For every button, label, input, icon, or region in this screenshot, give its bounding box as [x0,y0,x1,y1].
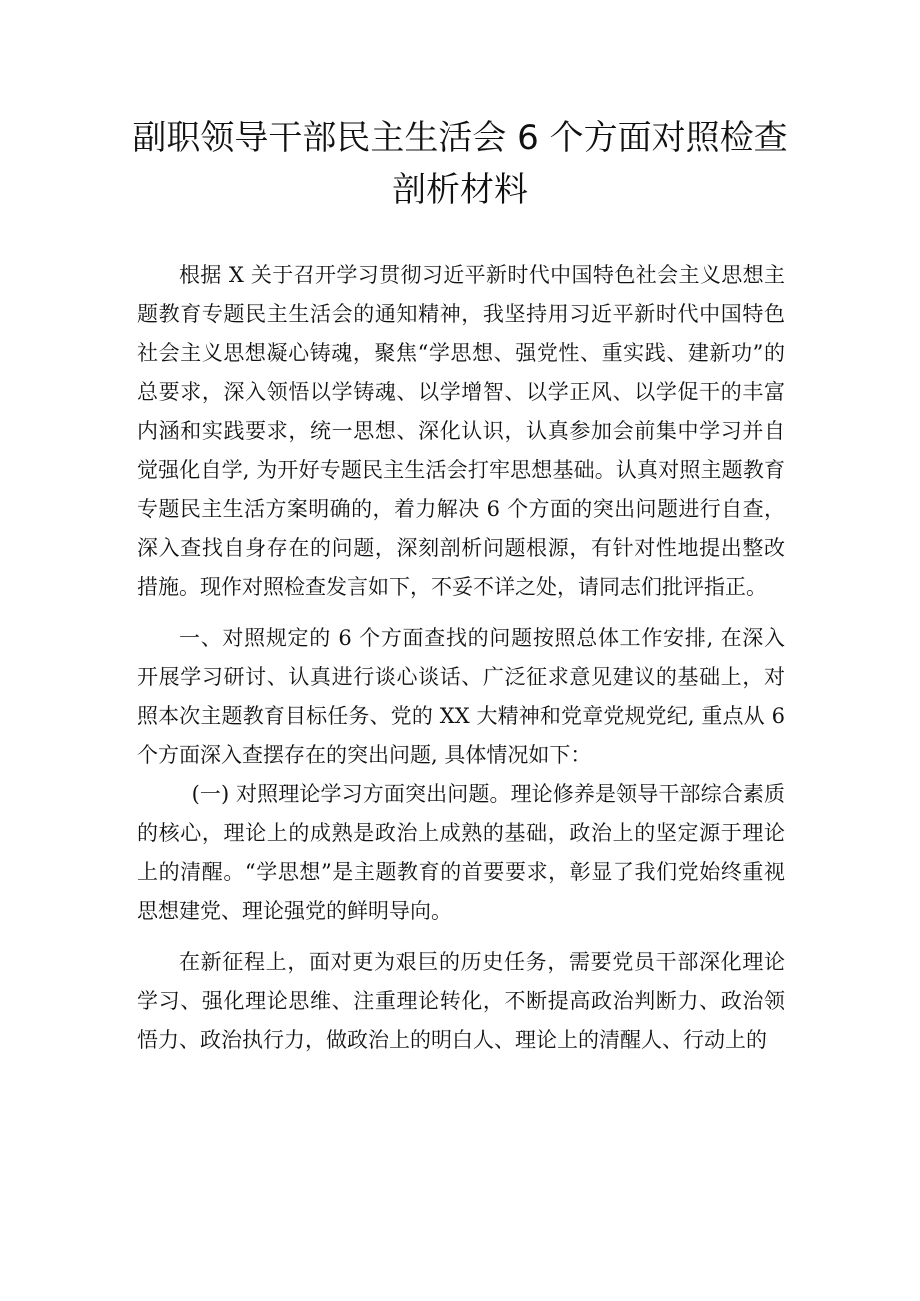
document-body [137,256,785,1060]
paragraph-subsection-one: (一) 对照理论学习方面突出问题。理论修养是领导干部综合素质的核心，理论上的成熟是政治上成熟的基础，政治上的坚定源于理论上的清醒。“学思想”是主题教育的首要要求，彰显了我们党始终重视思想建党、理论强党的鲜明导向。 [137,782,785,923]
paragraph-intro: 根据 X 关于召开学习贯彻习近平新时代中国特色社会主义思想主题教育专题民主生活会的通知精神，我坚持用习近平新时代中国特色社会主义思想凝心铸魂，聚焦“学思想、强党性、重实践、建新功”的总要求，深入领悟以学铸魂、以学增智、以学正风、以学促干的丰富内涵和实践要求，统一思想、深化认识，认真参加会前集中学习并自觉强化自学, 为开好专题民主生活会打牢思想基础。认真对照主题教育专题民主生活方案明确的，着力解决 6 个方面的突出问题进行自查，深入查找自身存在的问题，深刻剖析问题根源，有针对性地提出整改措施。现作对照检查发言如下，不妥不详之处，请同志们批评指正。 [137,263,785,599]
document-title-line-2: 剖析材料 [392,170,528,210]
paragraph-section-one: 一、对照规定的 6 个方面查找的问题按照总体工作安排, 在深入开展学习研讨、认真进行谈心谈话、广泛征求意见建议的基础上，对照本次主题教育目标任务、党的 XX 大精神和党章党规党纪, 重点从 6 个方面深入查摆存在的突出问题, 具体情况如下： [137,626,785,767]
document-title [120,112,800,216]
document-title-line-1: 副职领导干部民主生活会 6 个方面对照检查 [132,118,788,158]
paragraph-new-journey: 在新征程上，面对更为艰巨的历史任务，需要党员干部深化理论学习、强化理论思维、注重理论转化，不断提高政治判断力、政治领悟力、政治执行力，做政治上的明白人、理论上的清醒人、行动上的 [137,950,785,1052]
